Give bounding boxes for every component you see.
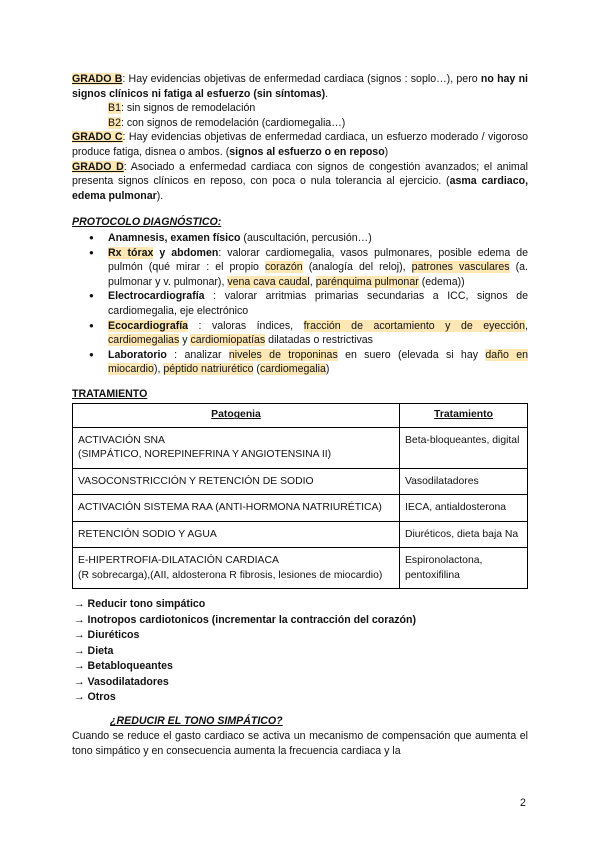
lab-highlight: niveles de troponinas bbox=[228, 348, 338, 361]
eco-text: , bbox=[525, 319, 528, 332]
rx-text: , bbox=[309, 275, 316, 288]
rx-text: : valorar cardiomegalia, vasos pulmonares, posible edema de pulmón (qué mirar : el propio bbox=[108, 246, 528, 274]
b2-text: : con signos de remodelación (cardiomegalia…) bbox=[120, 116, 346, 129]
table-row bbox=[73, 548, 528, 589]
cell-line: (SIMPÁTICO, NOREPINEFRINA Y ANGIOTENSINA II) bbox=[78, 449, 332, 461]
grade-b-bold: no hay ni signos clínicos ni fatiga al esfuerzo (sin síntomas) bbox=[72, 73, 528, 100]
lab-highlight: daño en miocardio bbox=[108, 348, 528, 376]
lab-text: ), bbox=[153, 363, 164, 376]
grade-c-end: ) bbox=[384, 145, 389, 158]
eco-highlight: cardiomiopatías bbox=[190, 334, 266, 347]
treatment-table bbox=[72, 403, 528, 589]
table-cell bbox=[73, 521, 400, 548]
eco-text: y bbox=[179, 334, 191, 347]
grade-c-bold: signos al esfuerzo o en reposo bbox=[229, 145, 385, 158]
rx-text: (a. pulmonar y v. pulmonar), bbox=[108, 261, 529, 288]
lab-text: : analizar bbox=[166, 348, 229, 361]
rx-text: (analogía del reloj), bbox=[302, 261, 412, 274]
lab-highlight: péptido natriurético bbox=[163, 363, 254, 376]
list-item bbox=[72, 246, 528, 290]
eco-highlight: cardiomegalias bbox=[108, 334, 180, 347]
ecg-text: : valorar arritmias primarias secundarias a ICC, signos de cardiomegalia, eje electrónico bbox=[108, 290, 528, 317]
list-item bbox=[72, 348, 528, 377]
list-item bbox=[72, 289, 528, 318]
arrow-item: → Diuréticos bbox=[74, 629, 140, 642]
protocol-title: PROTOCOLO DIAGNÓSTICO: bbox=[72, 216, 222, 229]
grade-c-label: GRADO C bbox=[72, 131, 123, 144]
grade-d-label: GRADO D bbox=[72, 160, 124, 173]
question-paragraph: Cuando se reduce el gasto cardiaco se activa un mecanismo de compensación que aumenta el tono simpático y en consecuencia aumenta la frecuencia cardiaca y la bbox=[72, 729, 528, 757]
arrow-item: → Reducir tono simpático bbox=[74, 598, 206, 611]
lab-text: ) bbox=[325, 363, 330, 376]
eco-bold: Ecocardiografía bbox=[108, 319, 189, 332]
b1-label: B1 bbox=[108, 102, 121, 115]
cell-line: ACTIVACIÓN SISTEMA RAA (ANTI-HORMONA NATRIURÉTICA) bbox=[78, 502, 382, 514]
treatment-title: TRATAMIENTO bbox=[72, 387, 148, 400]
arrow-item: → Inotropos cardiotonicos (incrementar la contracción del corazón) bbox=[74, 613, 417, 626]
arrow-item: → Vasodilatadores bbox=[74, 675, 169, 688]
rx-bold: Rx tórax bbox=[108, 246, 154, 259]
b2-label: B2 bbox=[108, 116, 121, 129]
cell-line: VASOCONSTRICCIÓN Y RETENCIÓN DE SODIO bbox=[78, 475, 314, 487]
document-page bbox=[72, 72, 528, 758]
lab-text: en suero (elevada si hay bbox=[337, 348, 486, 361]
rx-bold-2: y abdomen bbox=[153, 246, 219, 259]
grade-d-paragraph bbox=[72, 160, 528, 204]
rx-highlight: patrones vasculares bbox=[411, 261, 510, 274]
table-row bbox=[73, 495, 528, 522]
column-header-tratamiento: Tratamiento bbox=[400, 404, 528, 428]
anamnesis-bold: Anamnesis, examen físico bbox=[108, 231, 241, 244]
lab-text: ( bbox=[253, 363, 260, 376]
table-cell: Vasodilatadores bbox=[400, 468, 528, 495]
list-item bbox=[72, 319, 528, 348]
arrow-item: → Betabloqueantes bbox=[74, 660, 173, 673]
rx-text: (edema)) bbox=[418, 275, 465, 288]
table-header-row bbox=[73, 404, 528, 428]
lab-highlight: cardiomegalia bbox=[259, 363, 326, 376]
cell-line: E-HIPERTROFIA-DILATACIÓN CARDIACA bbox=[78, 555, 279, 567]
table-cell bbox=[73, 468, 400, 495]
cell-line: (R sobrecarga),(AII, aldosterona R fibrosis, lesiones de miocardio) bbox=[78, 569, 383, 581]
column-header-patogenia: Patogenia bbox=[73, 404, 400, 428]
list-item bbox=[72, 231, 528, 246]
eco-text: : valoras índices, bbox=[188, 319, 304, 332]
arrow-item: → Otros bbox=[74, 690, 116, 703]
table-cell: Diuréticos, dieta baja Na bbox=[400, 521, 528, 548]
protocol-list bbox=[72, 231, 528, 377]
table-cell bbox=[73, 427, 400, 468]
anamnesis-text: (auscultación, percusión…) bbox=[240, 231, 372, 244]
question-title: ¿REDUCIR EL TONO SIMPÁTICO? bbox=[110, 715, 283, 728]
ecg-bold: Electrocardiografía bbox=[108, 290, 205, 303]
table-cell bbox=[73, 495, 400, 522]
page-number: 2 bbox=[520, 797, 526, 809]
grade-d-end: ). bbox=[156, 189, 164, 202]
table-cell: Espironolactona, pentoxifilina bbox=[400, 548, 528, 589]
grade-c-text: : Hay evidencias objetivas de enfermedad cardiaca, un esfuerzo moderado / vigoroso produce fatiga, disnea o ambos. ( bbox=[72, 131, 529, 158]
eco-highlight: fracción de acortamiento y de eyección bbox=[303, 319, 526, 332]
b1-text: : sin signos de remodelación bbox=[120, 102, 256, 115]
grade-b1 bbox=[72, 101, 528, 116]
rx-highlight: corazón bbox=[264, 261, 303, 274]
table-row bbox=[73, 427, 528, 468]
table-row bbox=[73, 468, 528, 495]
table-row bbox=[73, 521, 528, 548]
rx-highlight: parénquima pulmonar bbox=[315, 275, 419, 288]
grade-b2 bbox=[72, 116, 528, 131]
grade-b-paragraph bbox=[72, 72, 528, 101]
grade-b-label: GRADO B bbox=[72, 73, 123, 85]
rx-highlight: vena cava caudal bbox=[227, 275, 310, 288]
grade-c-paragraph bbox=[72, 130, 528, 159]
grade-d-text: : Asociado a enfermedad cardiaca con signos de congestión avanzados; el animal presenta signos clínicos en reposo, con poca o nula tolerancia al ejercicio. ( bbox=[72, 160, 528, 188]
grade-b-text: : Hay evidencias objetivas de enfermedad cardiaca (signos : soplo…), pero bbox=[122, 73, 481, 85]
arrow-item: → Dieta bbox=[74, 644, 114, 657]
lab-bold: Laboratorio bbox=[108, 348, 167, 361]
cell-line: RETENCIÓN SODIO Y AGUA bbox=[78, 528, 217, 540]
table-cell bbox=[73, 548, 400, 589]
eco-text: dilatadas o restrictivas bbox=[265, 334, 373, 347]
table-cell: Beta-bloqueantes, digital bbox=[400, 427, 528, 468]
cell-line: ACTIVACIÓN SNA bbox=[78, 434, 165, 446]
grade-b-end: . bbox=[325, 87, 329, 100]
grade-d-bold: asma cardiaco, edema pulmonar bbox=[72, 175, 529, 202]
treatment-arrow-list bbox=[72, 597, 528, 705]
table-cell: IECA, antialdosterona bbox=[400, 495, 528, 522]
